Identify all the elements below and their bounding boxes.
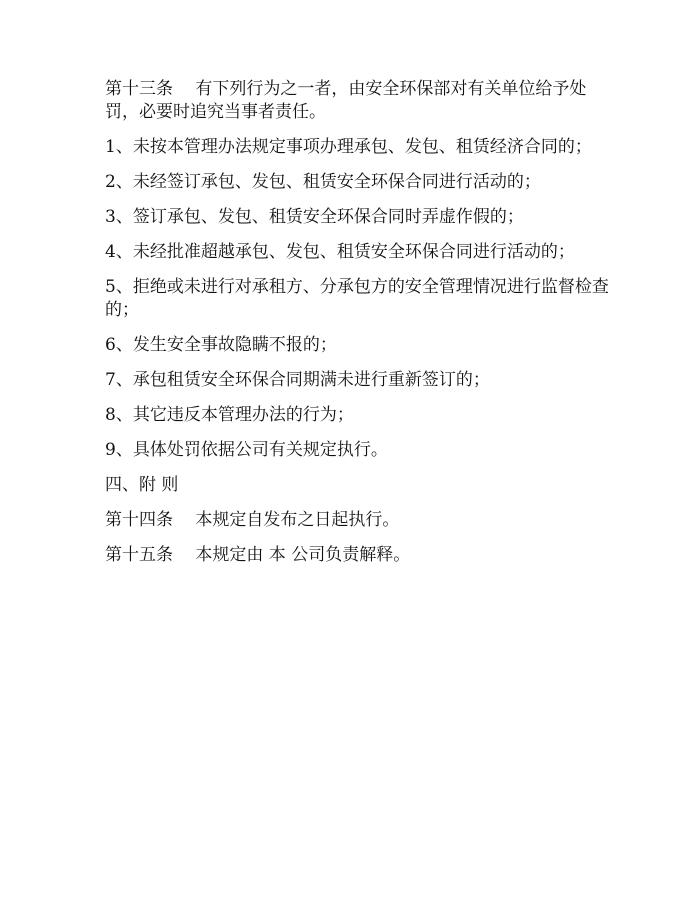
clause-9: 9、具体处罚依据公司有关规定执行。 bbox=[105, 440, 388, 460]
clause-5: 5、拒绝或未进行对承租方、分承包方的安全管理情况进行监督检查的； bbox=[105, 277, 609, 320]
article-15: 第十五条 本规定由 本 公司负责解释。 bbox=[105, 545, 411, 565]
section-heading: 四、附 则 bbox=[105, 475, 179, 495]
clause-3: 3、签订承包、发包、租赁安全环保合同时弄虚作假的； bbox=[105, 207, 524, 227]
document-body bbox=[105, 78, 610, 579]
clause-4: 4、未经批准超越承包、发包、租赁安全环保合同进行活动的； bbox=[105, 242, 575, 262]
clause-7: 7、承包租赁安全环保合同期满未进行重新签订的； bbox=[105, 370, 490, 390]
clause-6: 6、发生安全事故隐瞒不报的； bbox=[105, 335, 337, 355]
article-14: 第十四条 本规定自发布之日起执行。 bbox=[105, 510, 400, 530]
clause-2: 2、未经签订承包、发包、租赁安全环保合同进行活动的； bbox=[105, 172, 541, 192]
article-13: 第十三条 有下列行为之一者，由安全环保部对有关单位给予处罚，必要时追究当事者责任。 bbox=[105, 79, 587, 122]
clause-8: 8、其它违反本管理办法的行为； bbox=[105, 405, 354, 425]
clause-1: 1、未按本管理办法规定事项办理承包、发包、租赁经济合同的； bbox=[105, 137, 592, 157]
